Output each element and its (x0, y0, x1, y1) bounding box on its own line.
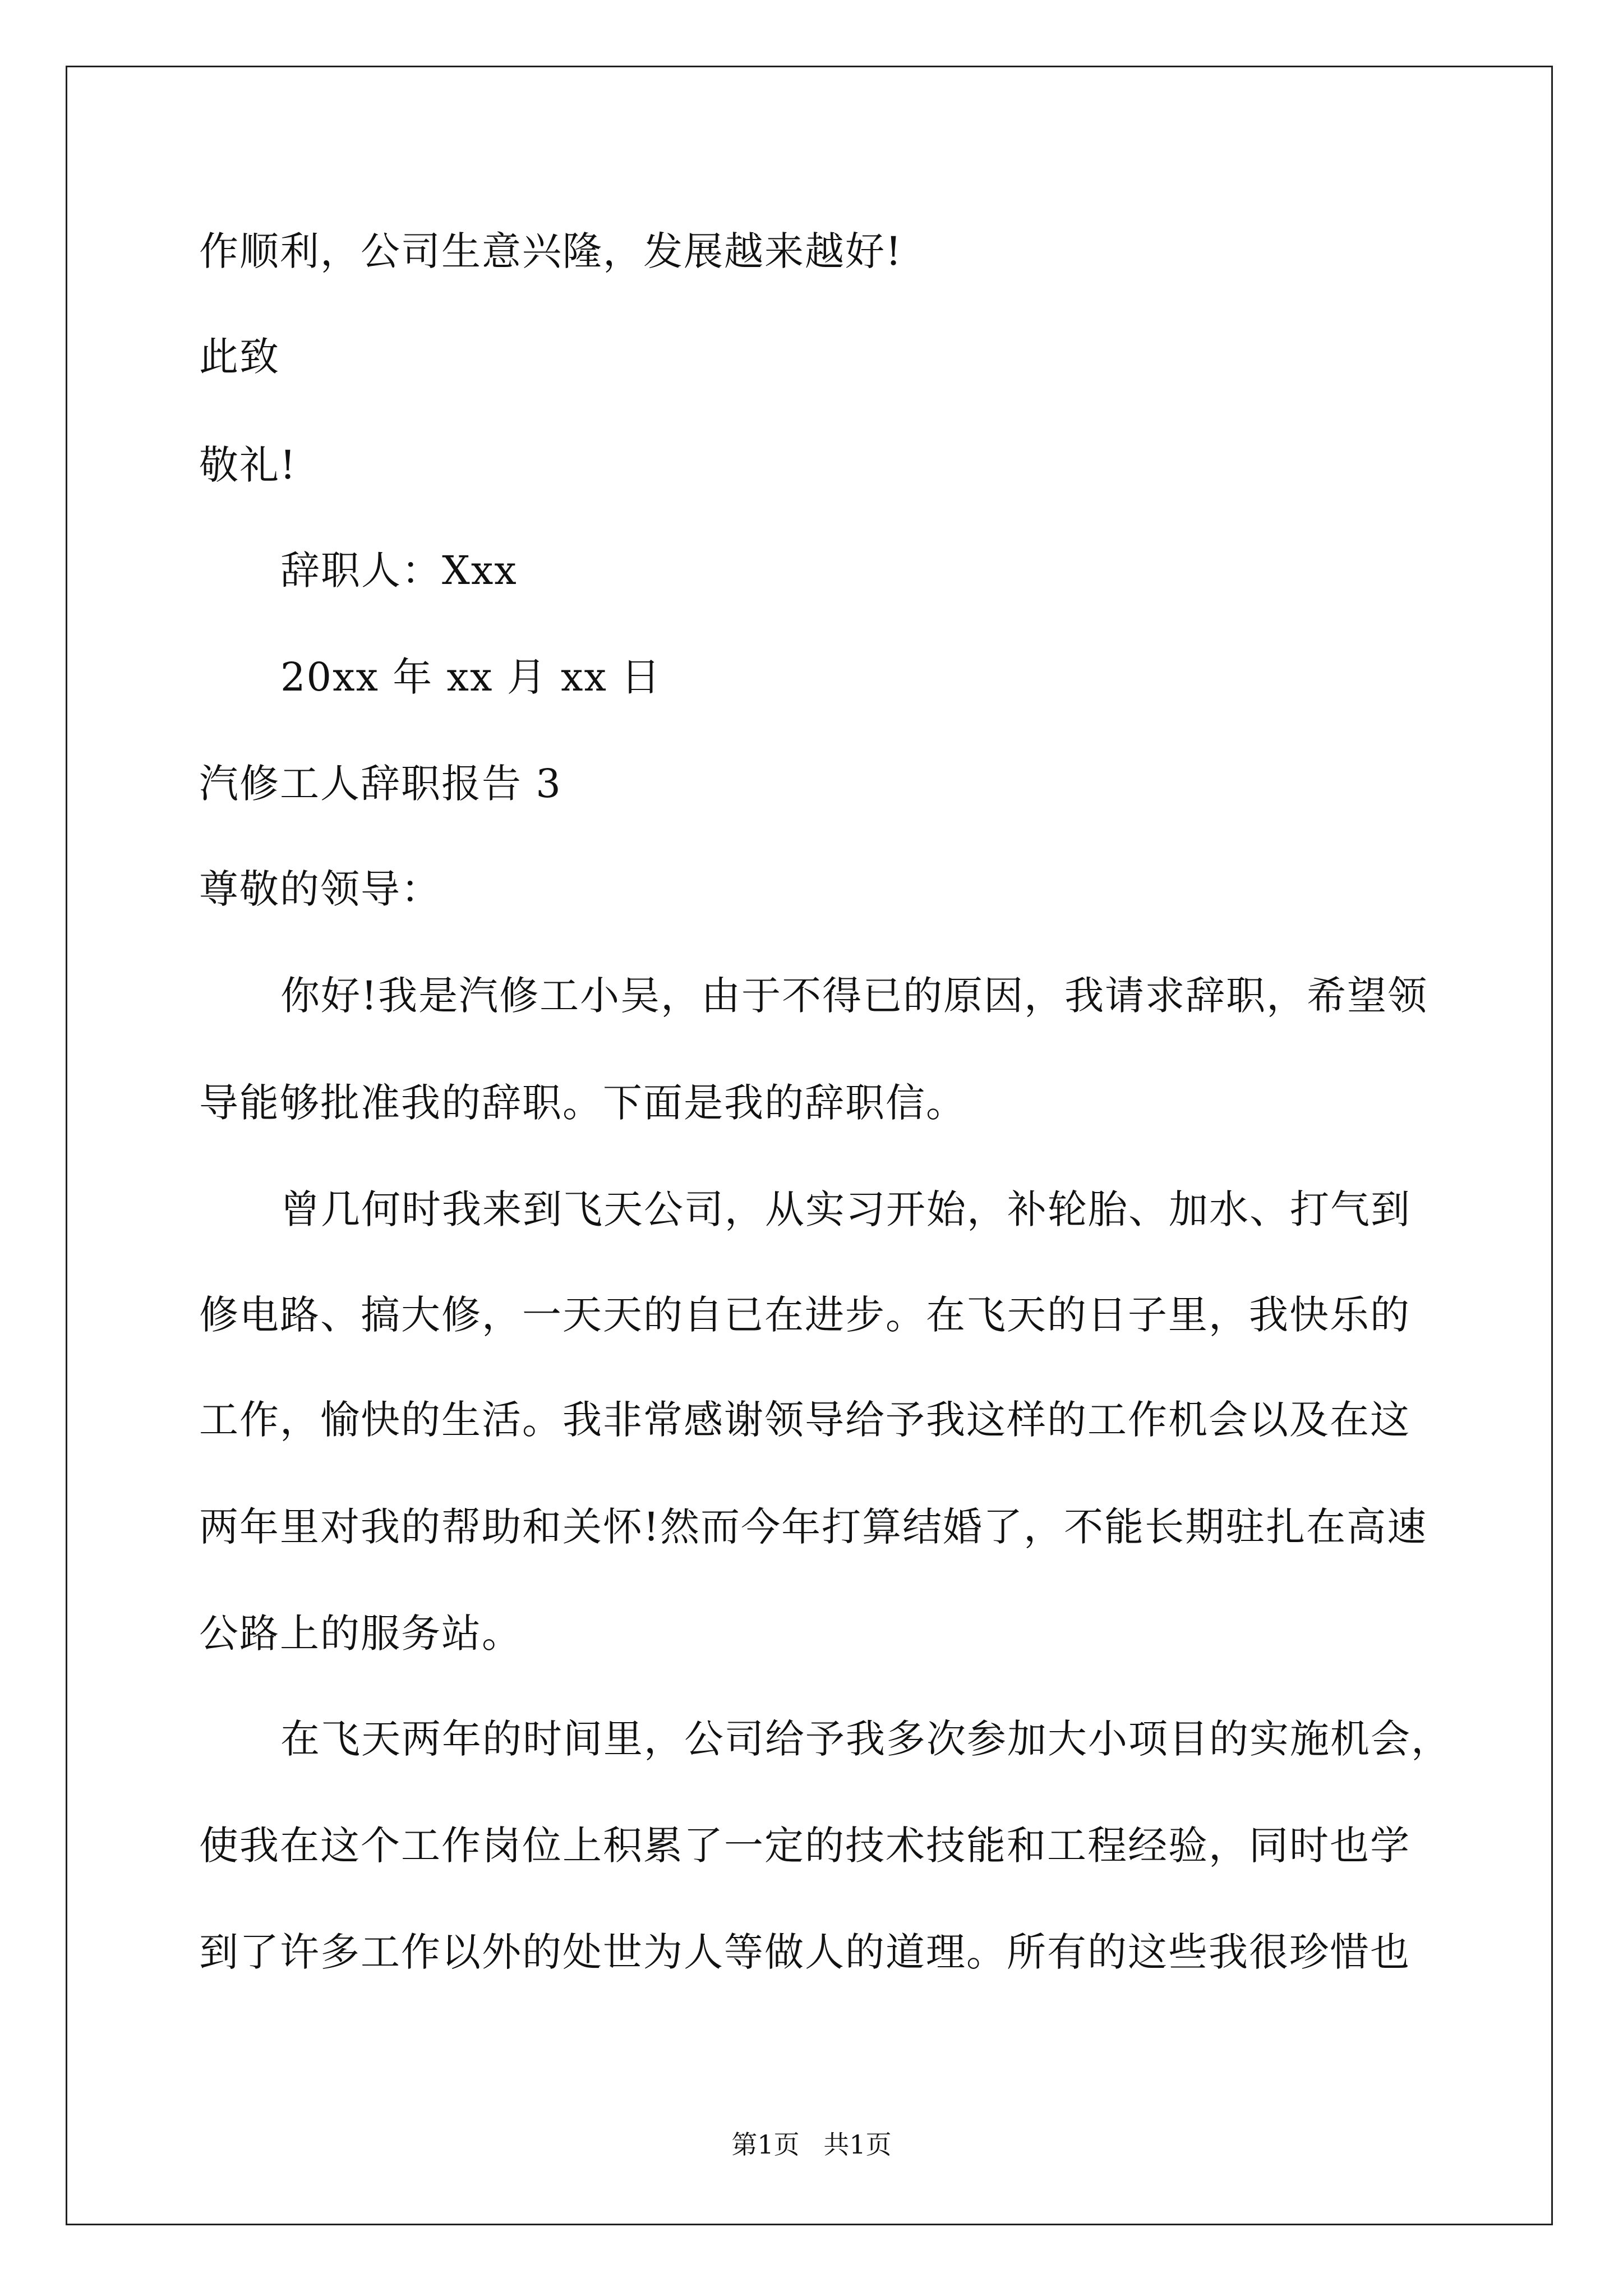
signature-date: 20xx 年 xx 月 xx 日 (280, 654, 662, 700)
body-line: 两年里对我的帮助和关怀!然而今年打算结婚了，不能长期驻扎在高速 (199, 1504, 1428, 1550)
body-line: 作顺利，公司生意兴隆，发展越来越好! (199, 228, 903, 274)
signature-name: 辞职人：Xxx (280, 547, 518, 593)
closing-line: 此致 (199, 334, 280, 380)
body-line: 在飞天两年的时间里，公司给予我多次参加大小项目的实施机会， (280, 1716, 1451, 1762)
greeting-line: 尊敬的领导： (199, 866, 441, 912)
page-total: 共1页 (823, 2129, 892, 2160)
page-footer (0, 2129, 1623, 2160)
body-line: 工作，愉快的生活。我非常感谢领导给予我这样的工作机会以及在这 (199, 1397, 1410, 1443)
section-heading: 汽修工人辞职报告 3 (199, 761, 562, 807)
page-border (66, 66, 1553, 2225)
body-line: 导能够批准我的辞职。下面是我的辞职信。 (199, 1080, 966, 1126)
body-line: 曾几何时我来到飞天公司，从实习开始，补轮胎、加水、打气到 (280, 1186, 1411, 1232)
page-number: 第1页 (731, 2129, 800, 2160)
salutation-line: 敬礼! (199, 442, 297, 488)
body-line: 到了许多工作以外的处世为人等做人的道理。所有的这些我很珍惜也 (199, 1929, 1410, 1975)
body-line: 公路上的服务站。 (199, 1611, 522, 1657)
body-line: 修电路、搞大修，一天天的自已在进步。在飞天的日子里，我快乐的 (199, 1292, 1410, 1338)
body-line: 你好!我是汽修工小吴，由于不得已的原因，我请求辞职，希望领 (280, 973, 1428, 1019)
body-line: 使我在这个工作岗位上积累了一定的技术技能和工程经验，同时也学 (199, 1823, 1410, 1869)
